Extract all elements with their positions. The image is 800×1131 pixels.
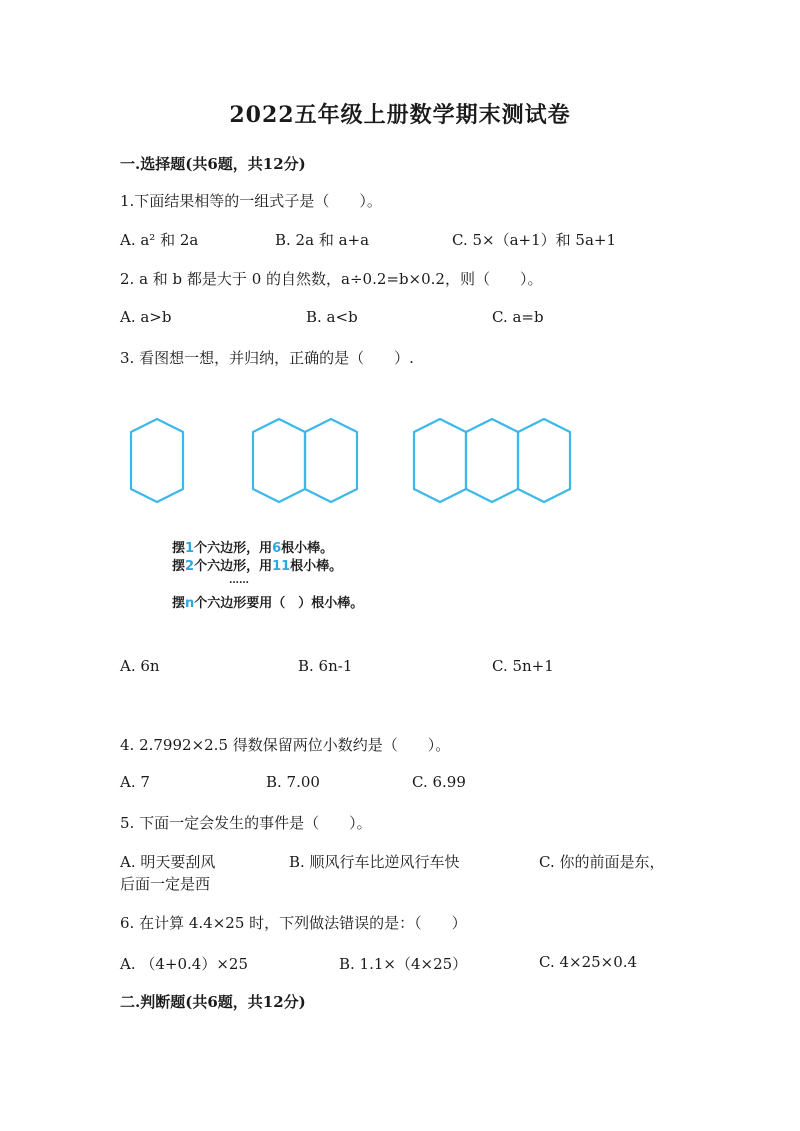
question-4-stem: 4. 2.7992×2.5 得数保留两位小数约是（ ）。 [120,736,451,754]
question-1-option-c: C. 5×（a+1）和 5a+1 [452,231,617,249]
question-1-option-a: A. a² 和 2a [120,231,199,249]
question-1-option-b: B. 2a 和 a+a [275,231,370,249]
question-4-option-b: B. 7.00 [266,773,320,791]
question-6-option-a: A. （4+0.4）×25 [120,955,248,973]
question-5-option-b: B. 顺风行车比逆风行车快 [289,853,460,871]
question-5-stem: 5. 下面一定会发生的事件是（ ）。 [120,814,372,832]
question-3-stem: 3. 看图想一想，并归纳，正确的是（ ）. [120,349,414,367]
question-6-option-b: B. 1.1×（4×25） [339,955,468,973]
hexagon-group-3-middle [466,419,518,502]
question-1-stem: 1.下面结果相等的一组式子是（ ）。 [120,192,382,210]
hexagon-group-3-left [414,419,466,502]
hexagon-group-1 [131,419,183,502]
question-6-option-c: C. 4×25×0.4 [539,953,638,971]
section-heading-choice: 一.选择题(共6题，共12分) [120,155,306,173]
hexagon-group-2-left [253,419,305,502]
question-5-option-c-continued: 后面一定是西 [120,875,211,893]
question-3-option-a: A. 6n [120,657,160,675]
page-title: 2022五年级上册数学期末测试卷 [229,102,571,128]
figure-caption-line-1: 摆1个六边形，用6根小棒。 [172,541,334,556]
question-2-option-b: B. a<b [306,308,358,326]
hexagon-group-2-right [305,419,357,502]
question-2-option-a: A. a>b [120,308,172,326]
question-3-option-b: B. 6n-1 [298,657,353,675]
section-heading-judgement: 二.判断题(共6题，共12分) [120,993,306,1011]
hexagon-figure [120,405,590,620]
question-5-option-a: A. 明天要刮风 [120,853,216,871]
question-4-option-a: A. 7 [120,773,150,791]
question-4-option-c: C. 6.99 [412,773,466,791]
figure-caption-line-3: 摆n个六边形要用（ ）根小棒。 [172,596,364,611]
question-2-option-c: C. a=b [492,308,544,326]
question-3-option-c: C. 5n+1 [492,657,554,675]
figure-caption-line-2: 摆2个六边形，用11根小棒。 [172,559,343,574]
hexagon-group-3-right [518,419,570,502]
question-6-stem: 6. 在计算 4.4×25 时，下列做法错误的是：（ ） [120,914,467,932]
question-2-stem: 2. a 和 b 都是大于 0 的自然数，a÷0.2=b×0.2，则（ ）。 [120,270,543,288]
question-5-option-c: C. 你的前面是东， [539,853,665,871]
figure-caption-ellipsis: …… [229,575,249,586]
